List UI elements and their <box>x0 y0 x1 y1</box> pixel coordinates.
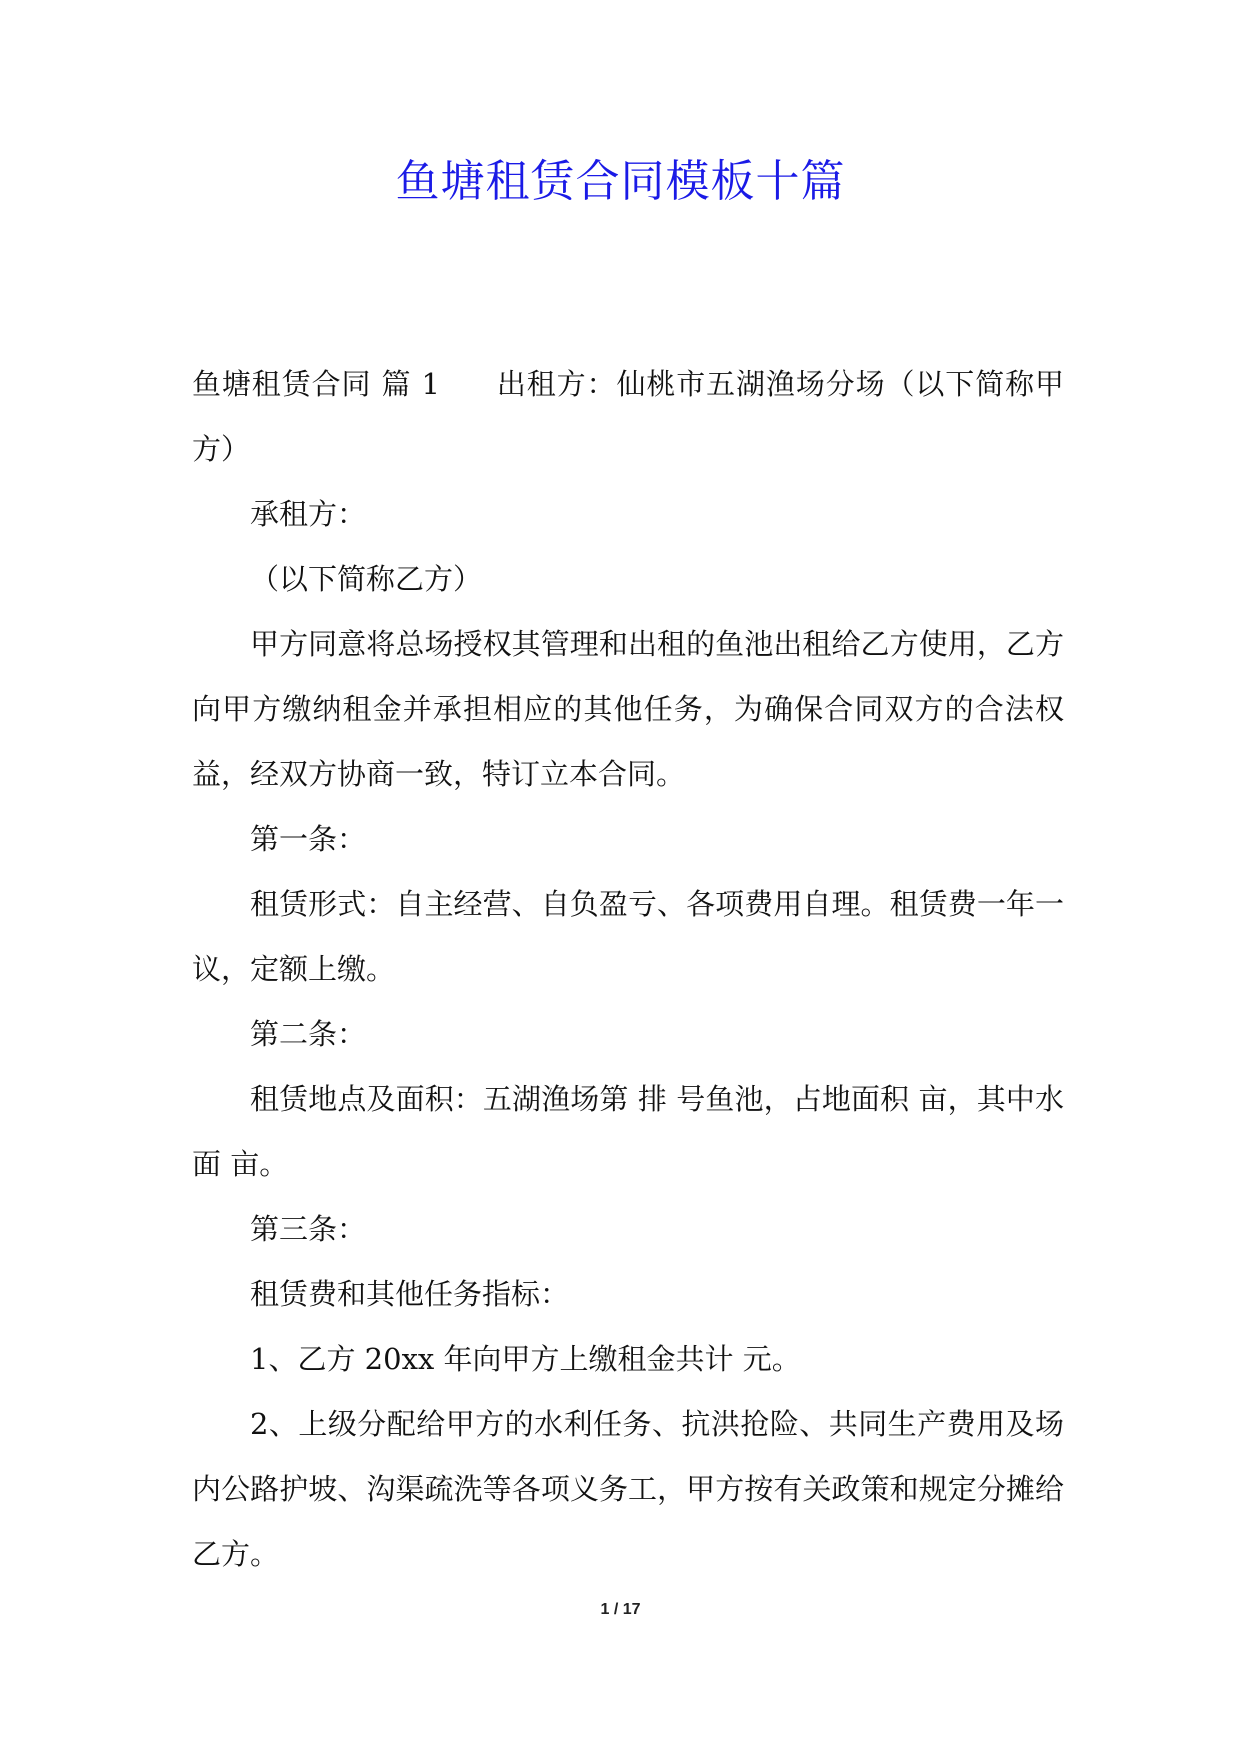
page-number: 1 / 17 <box>600 1601 641 1618</box>
paragraph: 租赁形式：自主经营、自负盈亏、各项费用自理。租赁费一年一议，定额上缴。 <box>192 887 1064 986</box>
paragraph: （以下简称乙方） <box>250 562 483 596</box>
paragraph: 租赁地点及面积：五湖渔场第 排 号鱼池，占地面积 亩，其中水面 亩。 <box>192 1082 1064 1181</box>
intro-paragraph <box>192 352 1064 482</box>
document-body <box>192 352 1064 1587</box>
paragraph: 第二条： <box>250 1017 367 1051</box>
paragraph: 承租方： <box>250 497 367 531</box>
paragraph: 1、乙方 20xx 年向甲方上缴租金共计 元。 <box>250 1342 801 1376</box>
paragraph: 租赁费和其他任务指标： <box>250 1277 570 1311</box>
paragraph: 2、上级分配给甲方的水利任务、抗洪抢险、共同生产费用及场内公路护坡、沟渠疏洗等各项义务工，甲方按有关政策和规定分摊给乙方。 <box>192 1407 1064 1571</box>
paragraph: 第一条： <box>250 822 367 856</box>
paragraph: 甲方同意将总场授权其管理和出租的鱼池出租给乙方使用，乙方向甲方缴纳租金并承担相应的其他任务，为确保合同双方的合法权益，经双方协商一致，特订立本合同。 <box>192 627 1064 791</box>
section-heading: 鱼塘租赁合同 篇 1 <box>192 367 440 401</box>
lessor-text: 出租方：仙桃市五湖渔场分场（以下简称甲方） <box>192 367 1064 466</box>
paragraph: 第三条： <box>250 1212 367 1246</box>
document-title: 鱼塘租赁合同模板十篇 <box>395 156 846 207</box>
